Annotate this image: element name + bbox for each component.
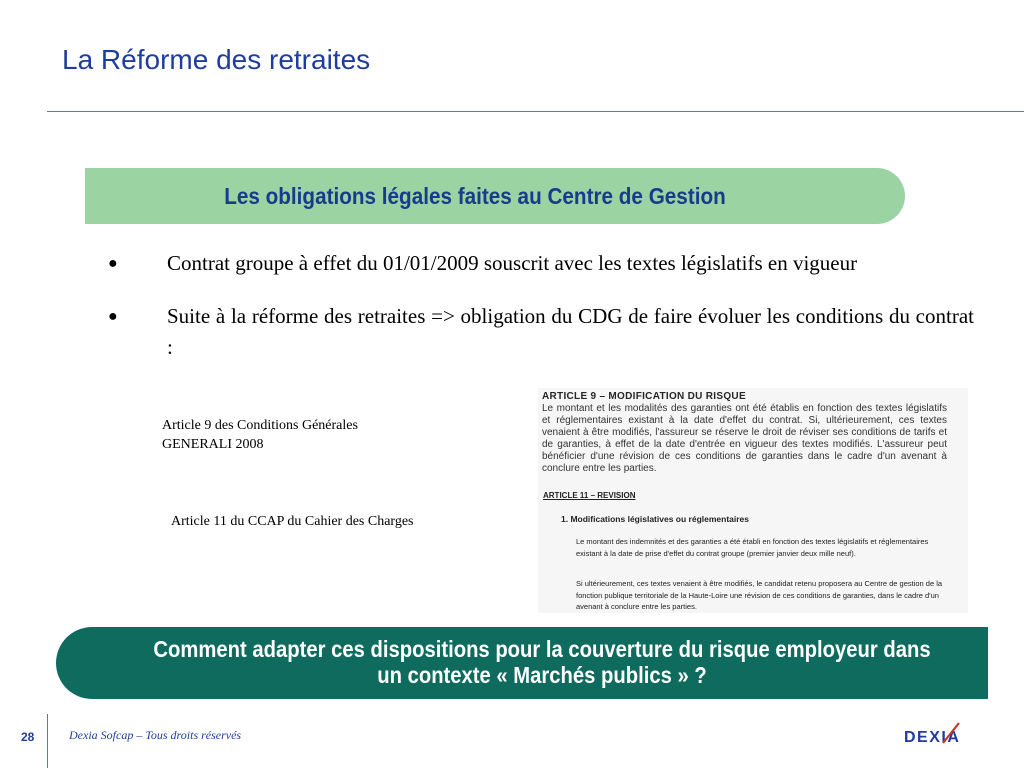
article11-subheading: 1. Modifications législatives ou réglementaires <box>561 514 750 524</box>
article11-paragraph: Si ultérieurement, ces textes venaient à être modifiés, le candidat retenu proposera au Centre de gestion de la fonction publique territoriale de la Haute-Loire une révision de ces conditions de garanties, dans le cadre d'un avenant à conclure entre les parties. <box>576 579 943 611</box>
footer-divider <box>47 714 48 768</box>
article9-caption: Article 9 des Conditions Générales GENERALI 2008 <box>162 418 358 452</box>
contract-excerpt-image <box>538 388 968 613</box>
slide-title: La Réforme des retraites <box>62 44 371 75</box>
page-number: 28 <box>21 730 35 744</box>
bullet-text: Contrat groupe à effet du 01/01/2009 souscrit avec les textes législatifs en vigueur <box>167 251 858 275</box>
article11-paragraph: Le montant des indemnités et des garanties a été établi en fonction des textes législatifs et réglementaires existant à la date de prise d'effet du contrat groupe (premier janvier deux mille neuf). <box>576 537 929 558</box>
bullet-item <box>104 248 974 279</box>
bullet-icon: ● <box>108 308 118 325</box>
bullet-icon: ● <box>108 255 118 272</box>
bullet-item <box>104 301 974 363</box>
article11-caption: Article 11 du CCAP du Cahier des Charges <box>171 514 414 529</box>
section-banner-label: Les obligations légales faites au Centre de Gestion <box>224 183 726 209</box>
article9-body: Le montant et les modalités des garanties ont été établis en fonction des textes législatifs et réglementaires existant à la date d'effet du contrat. Si, ultérieurement, ces textes venaient à être modifiés, l'assureur se réserve le droit de réviser ses conditions de tarifs et de garanties, à effet de la date d'entrée en vigueur des textes modifiés. L'assureur peut bénéficier d'une révision de ces conditions de garanties dans le cadre d'un avenant à conclure entre les parties. <box>542 403 947 474</box>
title-divider <box>47 111 1024 112</box>
article11-heading: ARTICLE 11 – REVISION <box>543 491 636 500</box>
bullet-list <box>104 248 974 363</box>
dexia-logo-icon <box>904 721 976 747</box>
question-banner-label: Comment adapter ces dispositions pour la couverture du risque employeur dans un contexte « Marchés publics » ? <box>153 636 931 688</box>
logo-wordmark: DEXIA <box>904 729 961 746</box>
article9-heading: ARTICLE 9 – MODIFICATION DU RISQUE <box>542 391 746 402</box>
footer-copyright: Dexia Sofcap – Tous droits réservés <box>69 728 242 742</box>
bullet-text: Suite à la réforme des retraites => obligation du CDG de faire évoluer les conditions du contrat : <box>167 304 974 359</box>
